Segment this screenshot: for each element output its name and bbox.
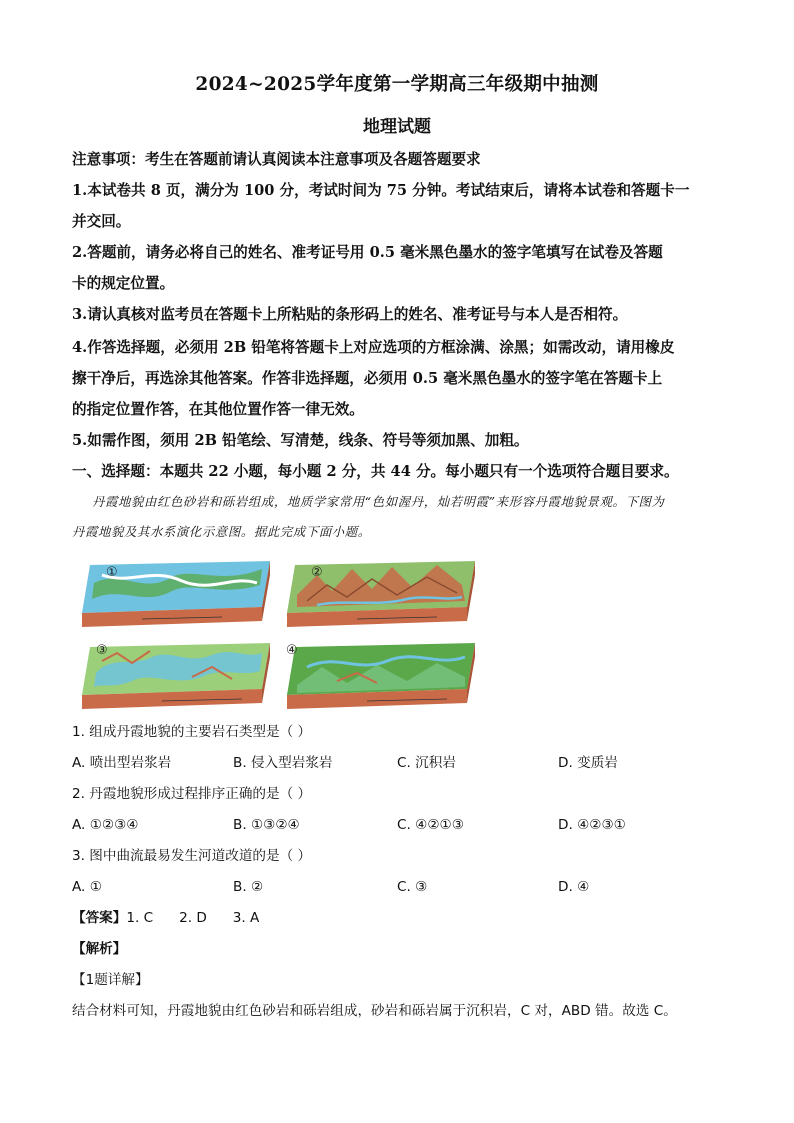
- section-heading: 一、选择题：本题共 22 小题，每小题 2 分，共 44 分。每小题只有一个选项符合题目要求。: [72, 463, 679, 480]
- question-2-option-b: B. ①③②④: [233, 817, 300, 833]
- detail-text: 结合材料可知，丹霞地貌由红色砂岩和砾岩组成，砂岩和砾岩属于沉积岩，C 对，ABD 错。故选 C。: [72, 1003, 677, 1019]
- figure-panel-2: [277, 555, 469, 627]
- notice-line: 3.请认真核对监考员在答题卡上所粘贴的条形码上的姓名、准考证号与本人是否相符。: [72, 306, 628, 323]
- question-2-option-d: D. ④②③①: [558, 817, 626, 833]
- question-1-option-a: A. 喷出型岩浆岩: [72, 755, 172, 771]
- analysis-label: [72, 939, 126, 959]
- notice-line: 并交回。: [72, 213, 131, 230]
- panel-label-3: ③: [96, 643, 108, 658]
- danxia-evolution-figure: [72, 555, 472, 710]
- answer-values: 1. C 2. D 3. A: [126, 910, 260, 926]
- notice-line: 2.答题前，请务必将自己的姓名、准考证号用 0.5 毫米黑色墨水的签字笔填写在试卷及答题: [72, 244, 663, 261]
- notice-line: 的指定位置作答，在其他位置作答一律无效。: [72, 401, 364, 418]
- notice-line: 5.如需作图，须用 2B 铅笔绘、写清楚，线条、符号等须加黑、加粗。: [72, 432, 529, 449]
- answer-label: 【答案】: [72, 910, 127, 926]
- question-3-option-c: C. ③: [397, 879, 428, 895]
- notice-heading: 注意事项：考生在答题前请认真阅读本注意事项及各题答题要求: [72, 151, 481, 168]
- figure-panel-4: [277, 637, 469, 709]
- passage-line: 丹霞地貌由红色砂岩和砾岩组成，地质学家常用“色如渥丹，灿若明霞”来形容丹霞地貌景观。下图为: [92, 494, 665, 509]
- panel-label-4: ④: [286, 643, 298, 658]
- exam-title: 2024~2025学年度第一学期高三年级期中抽测: [195, 74, 599, 95]
- exam-subtitle: 地理试题: [363, 117, 431, 137]
- question-3-option-a: A. ①: [72, 879, 102, 895]
- question-3-option-b: B. ②: [233, 879, 264, 895]
- panel-label-1: ①: [106, 565, 118, 580]
- notice-line: 擦干净后，再选涂其他答案。作答非选择题，必须用 0.5 毫米黑色墨水的签字笔在答题卡上: [72, 370, 663, 387]
- question-3-stem: 3. 图中曲流最易发生河道改道的是（ ）: [72, 848, 312, 864]
- question-1-stem: 1. 组成丹霞地貌的主要岩石类型是（ ）: [72, 724, 312, 740]
- panel-label-2: ②: [311, 565, 323, 580]
- analysis-label-text: 【解析】: [72, 941, 127, 957]
- question-2-stem: 2. 丹霞地貌形成过程排序正确的是（ ）: [72, 786, 312, 802]
- question-1-option-c: C. 沉积岩: [397, 755, 456, 771]
- question-2-option-a: A. ①②③④: [72, 817, 139, 833]
- detail-label: 【1题详解】: [72, 972, 149, 988]
- question-1-option-b: B. 侵入型岩浆岩: [233, 755, 333, 771]
- notice-line: 卡的规定位置。: [72, 275, 175, 292]
- passage-line: 丹霞地貌及其水系演化示意图。据此完成下面小题。: [72, 524, 371, 539]
- question-1-option-d: D. 变质岩: [558, 755, 618, 771]
- question-2-option-c: C. ④②①③: [397, 817, 464, 833]
- answer-line: [72, 908, 259, 928]
- figure-panel-1: [72, 555, 264, 627]
- question-3-option-d: D. ④: [558, 879, 590, 895]
- notice-line: 1.本试卷共 8 页，满分为 100 分，考试时间为 75 分钟。考试结束后，请将本试卷和答题卡一: [72, 182, 690, 199]
- notice-line: 4.作答选择题，必须用 2B 铅笔将答题卡上对应选项的方框涂满、涂黑；如需改动，请用橡皮: [72, 339, 675, 356]
